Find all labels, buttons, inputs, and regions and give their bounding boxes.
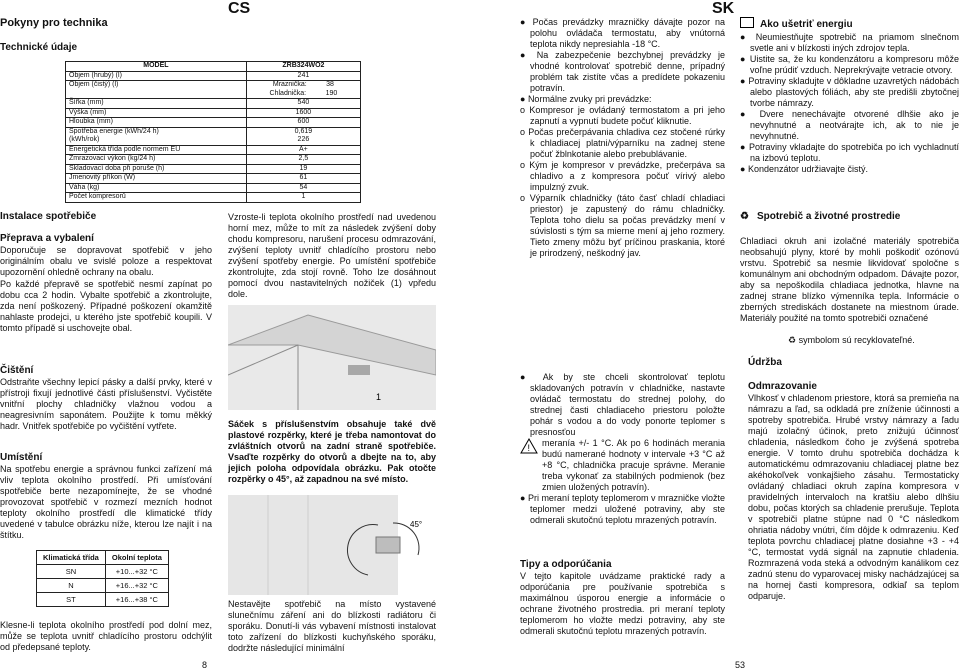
save-energy-heading: Ako ušetriť energiu — [760, 19, 853, 30]
climate-range: +16...+38 °C — [105, 593, 168, 607]
spec-value: 0,619 226 — [246, 127, 360, 145]
spec-row — [66, 99, 361, 109]
climate-row — [37, 565, 169, 579]
spec-col-value: ZRB324WO2 — [246, 62, 360, 72]
spec-label: Skladovací doba při poruše (h) — [66, 164, 247, 174]
spec-label: Objem (čistý) (l) — [66, 81, 247, 99]
spec-value: 54 — [246, 183, 360, 193]
spec-row — [66, 71, 361, 81]
spec-label: Hloubka (mm) — [66, 118, 247, 128]
climate-class: ST — [37, 593, 106, 607]
operation-section — [520, 17, 725, 259]
save-energy-tip: ● Uistite sa, že ku kondenzátoru a kompresoru môže voľne prúdiť vzduch. Neprekrývajte vetracie otvory. — [740, 54, 959, 75]
spec-value: 241 — [246, 71, 360, 81]
angle-label: 45° — [410, 520, 423, 529]
cleaning-heading: Čištění — [0, 365, 34, 376]
environment-title — [740, 211, 900, 223]
climate-header — [37, 551, 169, 565]
sound-item: o Výparník chladničky (táto časť chladí chladiaci priestor) je zapustený do rámu chladničky. Teplota toho dielu sa počas prevádzky mení v súvislosti s tým sa mierne mení aj jeho rozmery. Tieto zmeny môžu byť príčinou praskania, ktoré je prirodzený, neškodný jav. — [520, 193, 725, 258]
spec-row — [66, 164, 361, 174]
spec-row — [66, 155, 361, 165]
page-number-left: 8 — [202, 660, 208, 670]
spec-row — [66, 145, 361, 155]
recycle-small-icon: ♻ — [788, 335, 799, 345]
spec-value: 540 — [246, 99, 360, 109]
save-energy-tip: ● Dvere nenechávajte otvorené dlhšie ako je nevyhnutné a neotvárajte ich, ak to nie je nevyhnutné. — [740, 109, 959, 141]
mid-text: Vzroste-li teplota okolního prostředí nad uvedenou horní mez, může to mít za následek zvýšení doby chodu kompresoru, narušení procesu odmrazování, zvýšení teploty uvnitř chladícího prostoru nebo zvýšení spotřeby energie. Po umístění spotřebiče zkontrolujte, zda stojí rovně. Toho lze dosáhnout pomocí dvou nastavitelných nožiček (1) vpředu dole. — [228, 212, 436, 299]
placement-text: Na spotřebu energie a správnou funkci zařízení má vliv teplota okolního prostředí. Při umísťování spotřebiče berte nezapomínejte, že se vhodné provozovat spotřebič v rozmezí mezních hodnot teploty okolního prostředí dle klimatické třídy uvedené v tabulce obrázku níže, kterou lze najít i na štítku. — [0, 464, 212, 540]
transport-text-2: Po každé přepravě se spotřebič nesmí zapínat po dobu cca 2 hodin. Vybalte spotřebič a zkontrolujte, zda není poškozený. Případné poškození okamžitě nahlaste prodejci, u kterého jste spotřebič koupili. V tomto případě si uschovejte obal. — [0, 279, 212, 333]
svg-text:!: ! — [527, 443, 531, 453]
spec-value: 19 — [246, 164, 360, 174]
bullet-freezer-temp: ● Počas prevádzky mrazničky dávajte pozor na polohu ovládača termostatu, aby vnútorná teplota nikdy nepresiahla -18 °C. — [520, 17, 726, 49]
warning-icon — [520, 438, 538, 454]
save-energy-tip: ● Potraviny skladujte v dôkladne uzavretých nádobách alebo plastových fóliách, aby ste predišli zbytočnej tvorbe námrazy. — [740, 76, 959, 108]
spec-row — [66, 183, 361, 193]
climate-class: SN — [37, 565, 106, 579]
bullet-fridge-temp-check: ● Ak by ste chceli skontrolovať teplotu skladovaných potravín v chladničke, nastavte ovládač termostatu do strednej polohy, do strednej časti chladiaceho priestoru položte pohár s vodou a do vody ponorte teplomer s presnosťou — [520, 372, 725, 437]
spec-row — [66, 127, 361, 145]
stand-text: Nestavějte spotřebič na místo vystavené slunečnímu záření ani do blízkosti radiátoru či sporáku. Donutí-li vás vybavení místnosti instalovat toto zařízení do blízkosti kuchyňského sporáku, dodržte následující minimální — [228, 599, 436, 653]
lang-code-cs: CS — [228, 0, 251, 17]
lang-code-sk: SK — [712, 0, 735, 17]
recycle-icon: ♻ — [740, 211, 749, 222]
climate-header-cell: Klimatická třída — [37, 551, 106, 565]
tips-text: V tejto kapitole uvádzame praktické rady a odporúčania pre používanie spotrebiča s maximálnou úsporou energie a informácie o ochrane životného prostredia. pri meraní teploty teplomerom ho vložte medzi potraviny, aby ste odmerali skutočnú teplotu mrazených potravín. — [520, 571, 725, 636]
maintenance-heading: Údržba — [748, 357, 782, 368]
install-heading: Instalace spotřebiče — [0, 211, 97, 222]
environment-text-2: ♻ symbolom sú recyklovateľné. — [788, 335, 915, 345]
spec-row — [66, 108, 361, 118]
spec-col-model: MODEL — [66, 62, 247, 72]
save-energy-tip: ● Potraviny vkladajte do spotrebiča po ich vychladnutí na izbovú teplotu. — [740, 142, 959, 163]
spec-value: 61 — [246, 174, 360, 184]
save-energy-tip: ● Neumiestňujte spotrebič na priamom slnečnom svetle ani v blízkosti iných zdrojov tepla. — [740, 32, 959, 53]
spec-value: A+ — [246, 145, 360, 155]
transport-text: Doporučuje se dopravovat spotřebič v jeho originálním obalu ve svislé poloze a respektovat upozornění ohledně ochrany na obalu. — [0, 245, 212, 277]
climate-row — [37, 593, 169, 607]
spec-table — [65, 61, 361, 203]
spec-label: Jmenovitý příkon (W) — [66, 174, 247, 184]
spec-value: Mraznička: 38 Chladnička: 190 — [246, 81, 360, 99]
save-energy-title — [740, 17, 959, 31]
tech-heading: Technické údaje — [0, 42, 78, 53]
bag-text: Sáček s příslušenstvím obsahuje také dvě plastové rozpěrky, které je třeba namontovat do zvláštních otvorů na zadní straně spotřebiče. Vsaďte rozpěrky do otvorů a dbejte na to, aby jejich poloha odpovídala obrázku. Pak otočte rozpěrky o 45°, až zapadnou na své místo. — [228, 419, 436, 484]
spec-label: Výška (mm) — [66, 108, 247, 118]
tips-heading: Tipy a odporúčania — [520, 559, 612, 570]
spec-label: Šířka (mm) — [66, 99, 247, 109]
spec-value: 1 — [246, 193, 360, 203]
defrost-heading: Odmrazovanie — [748, 381, 817, 392]
leveling-feet-illustration — [228, 305, 436, 410]
save-energy-section — [740, 17, 959, 175]
climate-table — [36, 550, 169, 607]
bullet-normal-sounds: ● Normálne zvuky pri prevádzke: — [520, 94, 652, 104]
spec-label: Energetická třída podle normem EU — [66, 145, 247, 155]
climate-row — [37, 579, 169, 593]
page-title: Pokyny pro technika — [0, 17, 108, 29]
spec-label: Objem (hrubý) (l) — [66, 71, 247, 81]
bottom-text: Klesne-li teplota okolního prostředí pod dolní mez, může se teplota uvnitř chladícího prostoru odchýlit od předepsané teploty. — [0, 620, 212, 652]
svg-text:1: 1 — [376, 392, 382, 402]
spec-value: 2,5 — [246, 155, 360, 165]
spec-row — [66, 193, 361, 203]
temperature-check-section — [520, 372, 725, 526]
warning-text: meranía +/- 1 °C. Ak po 6 hodinách merania budú namerané hodnoty v intervale +3 °C až +8 °C, chladnička pracuje správne. Meranie treba vykonať za stabilných podmienok (bez zmien uložených potravín). — [542, 438, 725, 492]
spec-value: 1600 — [246, 108, 360, 118]
spec-label: Počet kompresorů — [66, 193, 247, 203]
spec-row — [66, 118, 361, 128]
transport-heading: Přeprava a vybalení — [0, 233, 94, 244]
climate-range: +16...+32 °C — [105, 579, 168, 593]
climate-range: +10...+32 °C — [105, 565, 168, 579]
climate-header-cell: Okolní teplota — [105, 551, 168, 565]
warning-block — [520, 438, 725, 493]
defrost-text: Vlhkosť v chladenom priestore, ktorá sa premieňa na námrazu a ľad, sa odkladá pre zníženie účinnosti a spotreby spotrebiča. Hrubé vrstvy námrazy a ľadu majú izolačný účinok, preto znižujú účinnosť chladenia, následkom čoho je zvýšená spotreba energie. V tomto druhu spotrebiča dochádza k automatickému odmrazovaniu chladiacej platne bez akéhokoľvek vonkajšieho zásahu. Termostaticky ovládaný chladiaci okruh zapína kompresora v pravidelných intervaloch na kratšiu alebo dlhšiu dobu, počas ktorých sa chladenie prerušuje. Teplota v spotrebiči platne stúpne nad 0 °C následkom ohriatia nádoby vnútri, čím dôjde k odmrazeniu. Keď teplota povrchu chladiacej platne dosiahne +3 - +4 °C, termostat vydá signál na zapnutie chladenia. Rozmrazená voda steká a odvodným kanálikom cez zadnú stenu do vyparovacej misky nachádzajúcej sa na hornej časti kompresora, odkiaľ sa teplom odparuje. — [748, 393, 959, 601]
spec-value: 600 — [246, 118, 360, 128]
placement-heading: Umístění — [0, 452, 43, 463]
cleaning-text: Odstraňte všechny lepicí pásky a další prvky, které v přístroji fixují jednotlivé části příslušenství. Vyčistěte vnitřní plochy chladničky vlažnou vodou a neagresivním saponátem. Použijte k tomu měkký hadr. Vnitřek spotřebiče po vyčištění vytřete. — [0, 377, 212, 431]
spec-table-header — [66, 62, 361, 72]
spacer-illustration — [228, 495, 436, 595]
spec-label: Spotřeba energie (kWh/24 h) (kWh/rok) — [66, 127, 247, 145]
save-energy-tip: ● Kondenzátor udržiavajte čistý. — [740, 164, 869, 174]
environment-text: Chladiaci okruh ani izolačné materiály spotrebiča neobsahujú plyny, ktoré by mohli poškodiť ozónovú vrstvu. Spotrebič sa nesmie likvidovať spoločne s komunálnym ani obchodným odpadom. Dávajte pozor, aby sa nepoškodila chladiaca jednotka, hlavne na zadnej strane blízko výmenníka tepla. Informácie o zberných strediskách dostanete na miestnom úrade. Materiály použité na tomto spotrebiči označené — [740, 236, 959, 323]
bullet-freezer-temp-check: ● Pri meraní teploty teplomerom v mrazničke vložte teplomer medzi uložené potraviny, aby ste odmerali skutočnú teplotu mrazených potravín. — [520, 493, 726, 525]
sound-item: o Počas prečerpávania chladiva cez stočené rúrky k chladiacej platni/výparníku na zadnej stene počuť žblnkotanie alebo prebublávanie. — [520, 127, 725, 159]
sound-item: o Kým je kompresor v prevádzke, prečerpáva sa chladivo a z kompresora počuť vírivý alebo impulzný zvuk. — [520, 160, 726, 192]
spec-label: Váha (kg) — [66, 183, 247, 193]
climate-class: N — [37, 579, 106, 593]
spec-row — [66, 81, 361, 99]
bullet-daily-check: ● Na zabezpečenie bezchybnej prevádzky je vhodné kontrolovať spotrebič denne, prípadný problém tak zistíte včas a predídete pokazeniu potravín. — [520, 50, 726, 93]
sound-item: o Kompresor je ovládaný termostatom a pri jeho zapnutí a vypnutí budete počuť kliknutie. — [520, 105, 725, 126]
environment-heading: Spotrebič a životné prostredie — [756, 211, 901, 222]
page-number-right: 53 — [735, 660, 746, 670]
book-icon — [740, 17, 754, 28]
spec-label: Zmrazovací výkon (kg/24 h) — [66, 155, 247, 165]
spec-row — [66, 174, 361, 184]
